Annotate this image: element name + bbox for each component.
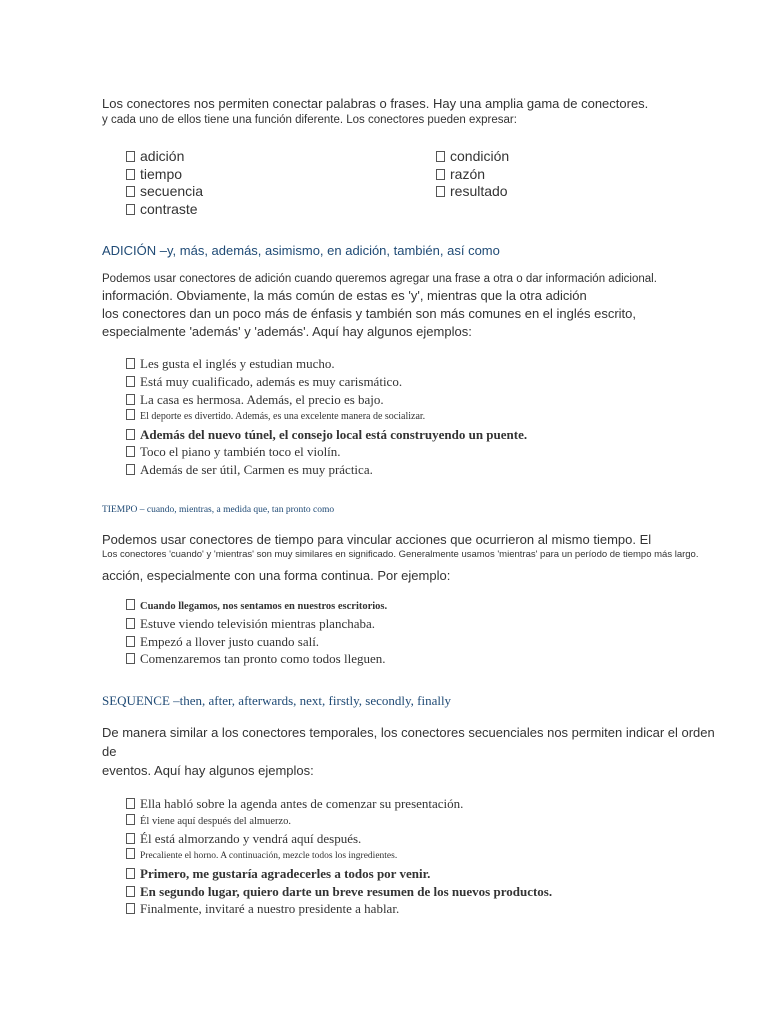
expressions-left [102,148,412,218]
list-item: resultado [436,183,722,201]
list-item: Comenzaremos tan pronto como todos lleguen. [126,650,722,668]
list-item: La casa es hermosa. Además, el precio es bajo. [126,391,722,409]
checkbox-glyph-icon [126,636,135,647]
section-heading-sequence: SEQUENCE –then, after, afterwards, next, firstly, secondly, finally [102,692,452,708]
list-item: Toco el piano y también toco el violín. [126,443,722,461]
tiempo-paragraph-line: Podemos usar conectores de tiempo para vincular acciones que ocurrieron al mismo tiempo. El [102,531,652,547]
list-item: Está muy cualificado, además es muy carismático. [126,373,722,391]
list-item: Les gusta el inglés y estudian mucho. [126,355,722,373]
section-heading-adicion: ADICIÓN –y, más, además, asimismo, en adición, también, así como [102,243,500,259]
list-item: Él viene aquí después del almuerzo. [126,813,722,831]
list-item: Además del nuevo túnel, el consejo local está construyendo un puente. [126,426,722,444]
list-item: Ella habló sobre la agenda antes de comenzar su presentación. [126,795,722,813]
checkbox-glyph-icon [126,848,135,859]
checkbox-glyph-icon [126,358,135,369]
adicion-paragraph-line: los conectores dan un poco más de énfasis y también son más comunes en el inglés escrito, [102,306,637,322]
tiempo-paragraph-line: acción, especialmente con una forma continua. Por ejemplo: [102,567,451,583]
checkbox-glyph-icon [126,409,135,420]
checkbox-glyph-icon [126,186,135,197]
list-item: adición [126,148,412,166]
list-item: En segundo lugar, quiero darte un breve resumen de los nuevos productos. [126,883,722,901]
checkbox-glyph-icon [126,204,135,215]
list-item: Empezó a llover justo cuando salí. [126,633,722,651]
sequence-examples [102,795,722,918]
expressions-list [102,148,722,218]
intro-line-1: Los conectores nos permiten conectar palabras o frases. Hay una amplia gama de conectores. [102,96,649,111]
document [102,95,722,918]
list-item: tiempo [126,166,412,184]
list-item: Además de ser útil, Carmen es muy práctica. [126,461,722,479]
checkbox-glyph-icon [126,833,135,844]
list-item: El deporte es divertido. Además, es una excelente manera de socializar. [126,408,722,426]
section-heading-tiempo: TIEMPO – cuando, mientras, a medida que, tan pronto como [102,504,335,515]
list-item: razón [436,166,722,184]
checkbox-glyph-icon [126,886,135,897]
checkbox-glyph-icon [126,394,135,405]
adicion-examples [102,355,722,478]
checkbox-glyph-icon [126,618,135,629]
checkbox-glyph-icon [126,599,135,610]
expressions-right [412,148,722,218]
list-item: Cuando llegamos, nos sentamos en nuestros escritorios. [126,598,722,616]
checkbox-glyph-icon [436,151,445,162]
checkbox-glyph-icon [126,429,135,440]
adicion-paragraph-small: Podemos usar conectores de adición cuando queremos agregar una frase a otra o dar información adicional. [102,273,657,286]
tiempo-examples [102,598,722,668]
adicion-paragraph-line: información. Obviamente, la más común de estas es 'y', mientras que la otra adición [102,288,587,304]
checkbox-glyph-icon [126,653,135,664]
checkbox-glyph-icon [126,868,135,879]
checkbox-glyph-icon [126,814,135,825]
checkbox-glyph-icon [126,376,135,387]
sequence-paragraph-line: eventos. Aquí hay algunos ejemplos: [102,762,314,778]
checkbox-glyph-icon [436,169,445,180]
list-item: Él está almorzando y vendrá aquí después. [126,830,722,848]
checkbox-glyph-icon [436,186,445,197]
adicion-paragraph-line: especialmente 'además' y 'además'. Aquí hay algunos ejemplos: [102,324,472,340]
checkbox-glyph-icon [126,903,135,914]
checkbox-glyph-icon [126,169,135,180]
list-item: secuencia [126,183,412,201]
list-item: condición [436,148,722,166]
list-item: contraste [126,201,412,219]
intro-line-2: y cada uno de ellos tiene una función diferente. Los conectores pueden expresar: [102,114,517,126]
list-item: Primero, me gustaría agradecerles a todos por venir. [126,865,722,883]
checkbox-glyph-icon [126,151,135,162]
checkbox-glyph-icon [126,798,135,809]
sequence-paragraph-line: De manera similar a los conectores temporales, los conectores secuenciales nos permiten indicar el orden de [102,724,715,759]
checkbox-glyph-icon [126,464,135,475]
list-item: Finalmente, invitaré a nuestro presidente a hablar. [126,900,722,918]
checkbox-glyph-icon [126,446,135,457]
tiempo-paragraph-small: Los conectores 'cuando' y 'mientras' son muy similares en significado. Generalmente usamos 'mientras' para un período de tiempo más largo. [102,548,699,560]
list-item: Estuve viendo televisión mientras planchaba. [126,615,722,633]
list-item: Precaliente el horno. A continuación, mezcle todos los ingredientes. [126,848,722,866]
